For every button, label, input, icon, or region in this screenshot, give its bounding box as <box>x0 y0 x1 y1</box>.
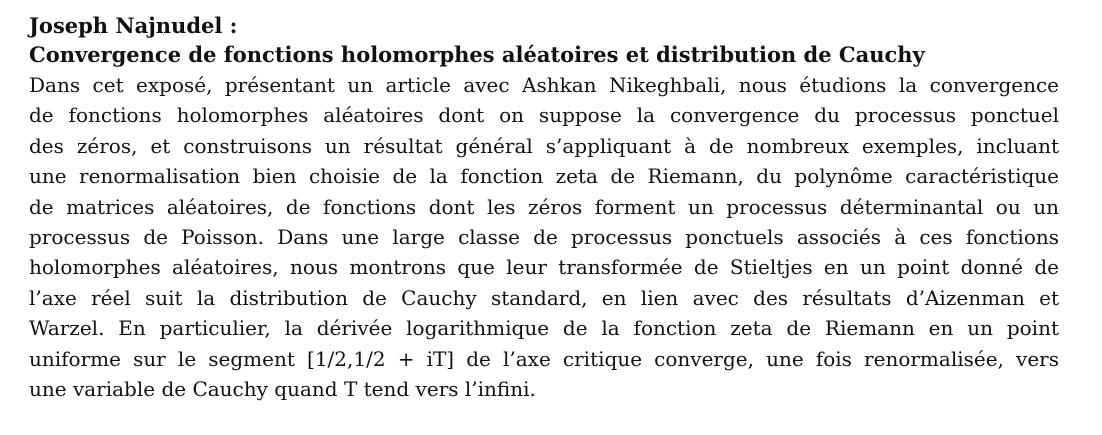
abstract-block <box>29 12 1059 404</box>
abstract-line: processus de Poisson. Dans une large classe de processus ponctuels associés à ces fonctions <box>29 225 1059 250</box>
abstract-line: de matrices aléatoires, de fonctions dont les zéros forment un processus déterminantal ou un <box>29 194 1059 219</box>
abstract-line: Warzel. En particulier, la dérivée logarithmique de la fonction zeta de Riemann en un point <box>29 316 1059 341</box>
abstract-line: des zéros, et construisons un résultat général s’appliquant à de nombreux exemples, incluant <box>29 133 1059 158</box>
abstract-line: l’axe réel suit la distribution de Cauchy standard, en lien avec des résultats d’Aizenman et <box>29 285 1059 310</box>
abstract-line: uniforme sur le segment [1/2,1/2 + iT] de l’axe critique converge, une fois renormalisée, vers <box>29 346 1059 371</box>
abstract-body <box>29 70 1059 404</box>
abstract-line: Dans cet exposé, présentant un article avec Ashkan Nikeghbali, nous étudions la convergence <box>29 73 1059 97</box>
talk-title: Convergence de fonctions holomorphes aléatoires et distribution de Cauchy <box>29 42 925 67</box>
abstract-line: holomorphes aléatoires, nous montrons que leur transformée de Stieltjes en un point donné de <box>29 255 1059 280</box>
abstract-line: une variable de Cauchy quand T tend vers l’infini. <box>29 377 536 402</box>
abstract-line: une renormalisation bien choisie de la fonction zeta de Riemann, du polynôme caractéristique <box>29 164 1059 189</box>
author-name: Joseph Najnudel : <box>29 13 238 38</box>
abstract-line: de fonctions holomorphes aléatoires dont on suppose la convergence du processus ponctuel <box>29 103 1059 128</box>
